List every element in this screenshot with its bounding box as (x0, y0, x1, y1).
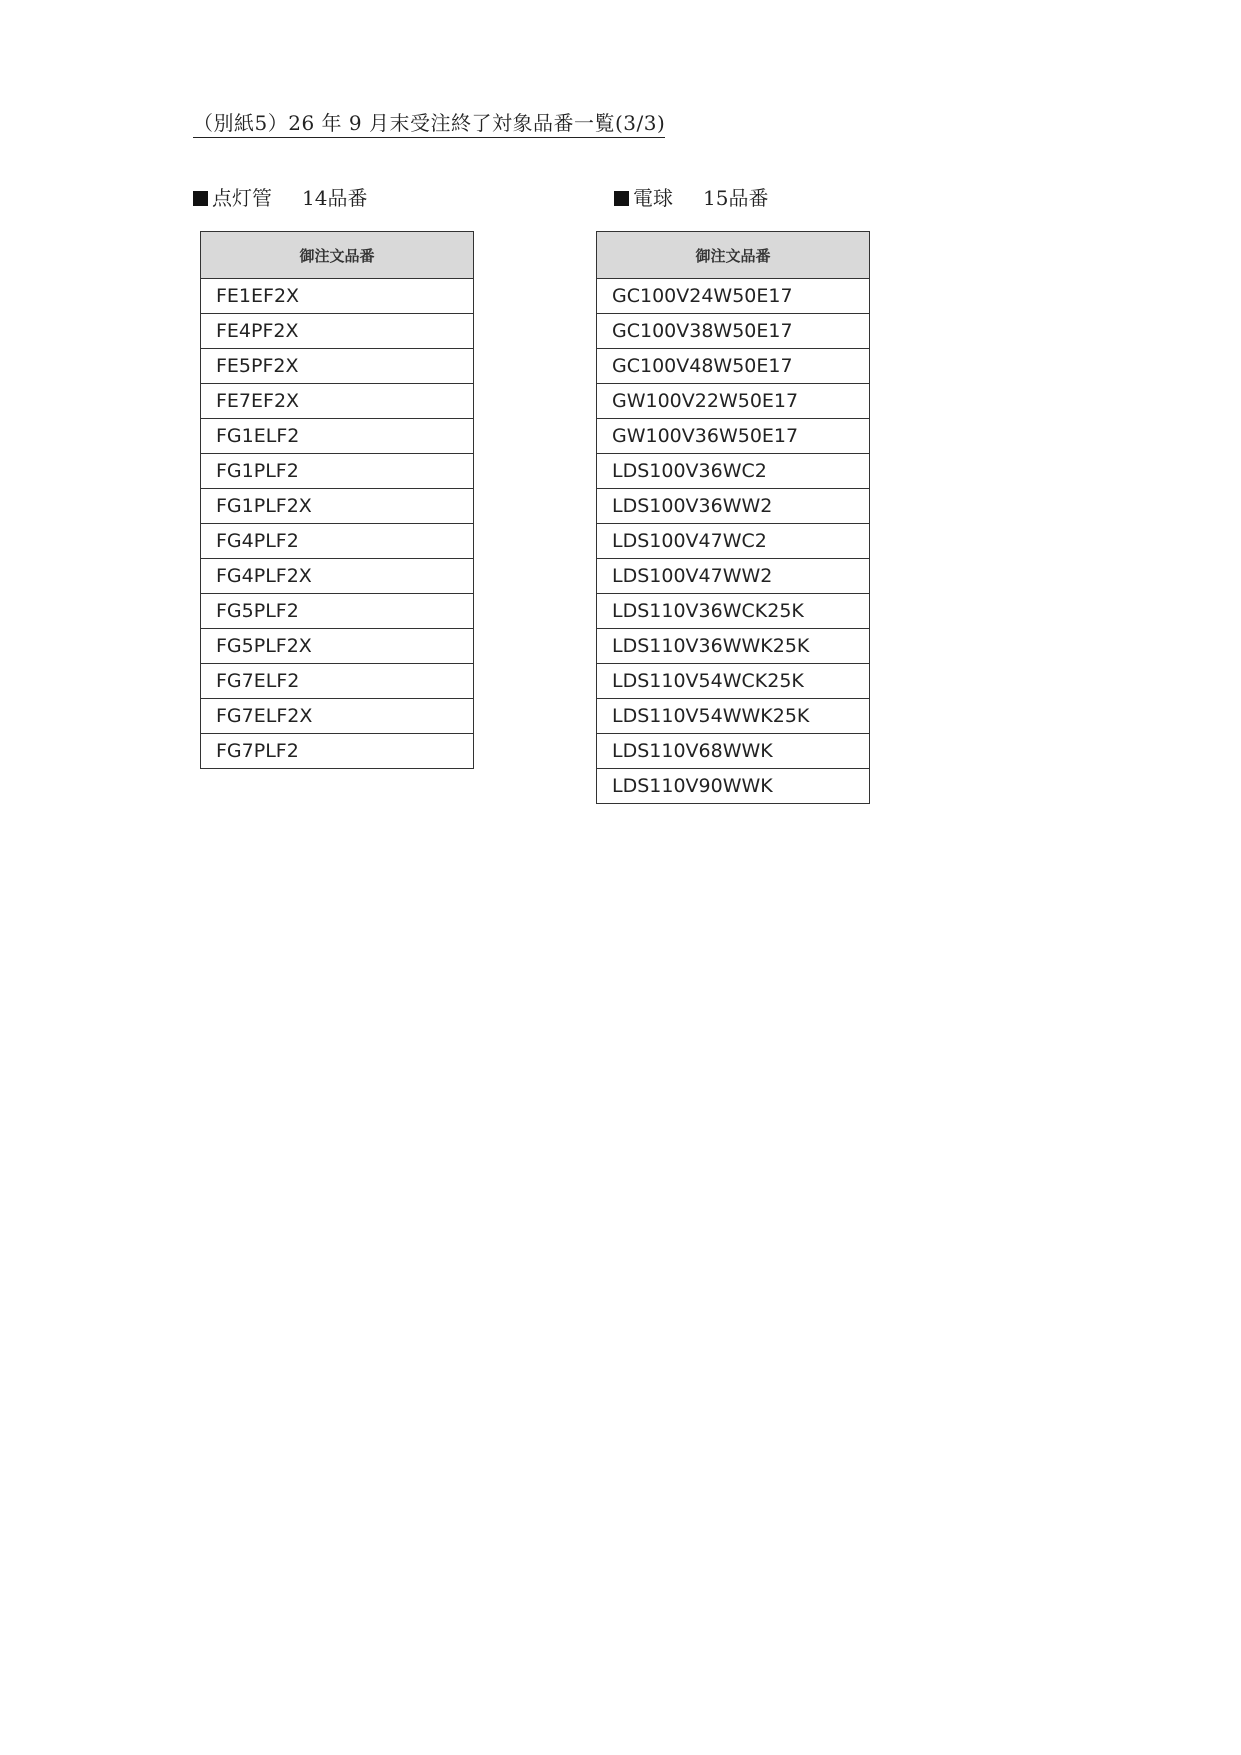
part-number-cell: FG4PLF2X (201, 559, 474, 594)
table-row (201, 524, 474, 559)
column-header: 御注文品番 (597, 232, 870, 279)
part-number-cell: LDS110V54WWK25K (597, 699, 870, 734)
table-row (597, 664, 870, 699)
part-number-cell: GC100V38W50E17 (597, 314, 870, 349)
table-row (201, 349, 474, 384)
part-number-cell: GC100V24W50E17 (597, 279, 870, 314)
black-square-bullet-icon (614, 191, 629, 206)
part-number-cell: FG7ELF2X (201, 699, 474, 734)
part-number-cell: LDS110V36WWK25K (597, 629, 870, 664)
column-header: 御注文品番 (201, 232, 474, 279)
part-number-cell: FG1ELF2 (201, 419, 474, 454)
part-number-cell: LDS100V47WC2 (597, 524, 870, 559)
section-heading-lighting-starter (193, 184, 367, 212)
parts-table-bulb (596, 231, 870, 804)
table-row (597, 419, 870, 454)
part-number-cell: FG5PLF2 (201, 594, 474, 629)
table-row (201, 629, 474, 664)
section-count: 14品番 (302, 186, 368, 210)
section-count: 15品番 (703, 186, 769, 210)
table-row (201, 489, 474, 524)
table-row (597, 279, 870, 314)
part-number-cell: FG5PLF2X (201, 629, 474, 664)
part-number-cell: FE4PF2X (201, 314, 474, 349)
part-number-cell: FE7EF2X (201, 384, 474, 419)
part-number-cell: FE1EF2X (201, 279, 474, 314)
table-row (201, 594, 474, 629)
part-number-cell: GW100V22W50E17 (597, 384, 870, 419)
table-row (201, 384, 474, 419)
document-title: （別紙5）26 年 9 月末受注終了対象品番一覧(3/3) (193, 110, 665, 138)
part-number-cell: LDS110V36WCK25K (597, 594, 870, 629)
part-number-cell: FG1PLF2X (201, 489, 474, 524)
part-number-cell: LDS100V36WC2 (597, 454, 870, 489)
part-number-cell: GW100V36W50E17 (597, 419, 870, 454)
table-row (597, 489, 870, 524)
parts-table-lighting-starter (200, 231, 474, 769)
table-row (597, 454, 870, 489)
section-name: 点灯管 (212, 186, 272, 210)
part-number-cell: LDS100V36WW2 (597, 489, 870, 524)
table-row (201, 699, 474, 734)
table-row (597, 314, 870, 349)
section-name: 電球 (633, 186, 673, 210)
part-number-cell: LDS110V54WCK25K (597, 664, 870, 699)
table-row (597, 349, 870, 384)
table-row (597, 629, 870, 664)
table-row (597, 594, 870, 629)
table-row (201, 314, 474, 349)
part-number-cell: GC100V48W50E17 (597, 349, 870, 384)
table-row (201, 734, 474, 769)
table-row (597, 699, 870, 734)
part-number-cell: FG1PLF2 (201, 454, 474, 489)
part-number-cell: LDS100V47WW2 (597, 559, 870, 594)
table-row (597, 384, 870, 419)
part-number-cell: FE5PF2X (201, 349, 474, 384)
part-number-cell: FG7PLF2 (201, 734, 474, 769)
section-heading-bulb (614, 184, 768, 212)
table-row (201, 664, 474, 699)
table-row (201, 559, 474, 594)
part-number-cell: LDS110V68WWK (597, 734, 870, 769)
table-row (201, 419, 474, 454)
part-number-cell: LDS110V90WWK (597, 769, 870, 804)
part-number-cell: FG4PLF2 (201, 524, 474, 559)
part-number-cell: FG7ELF2 (201, 664, 474, 699)
table-row (597, 734, 870, 769)
table-row (597, 559, 870, 594)
table-row (597, 769, 870, 804)
black-square-bullet-icon (193, 191, 208, 206)
table-row (201, 454, 474, 489)
table-row (201, 279, 474, 314)
table-row (597, 524, 870, 559)
